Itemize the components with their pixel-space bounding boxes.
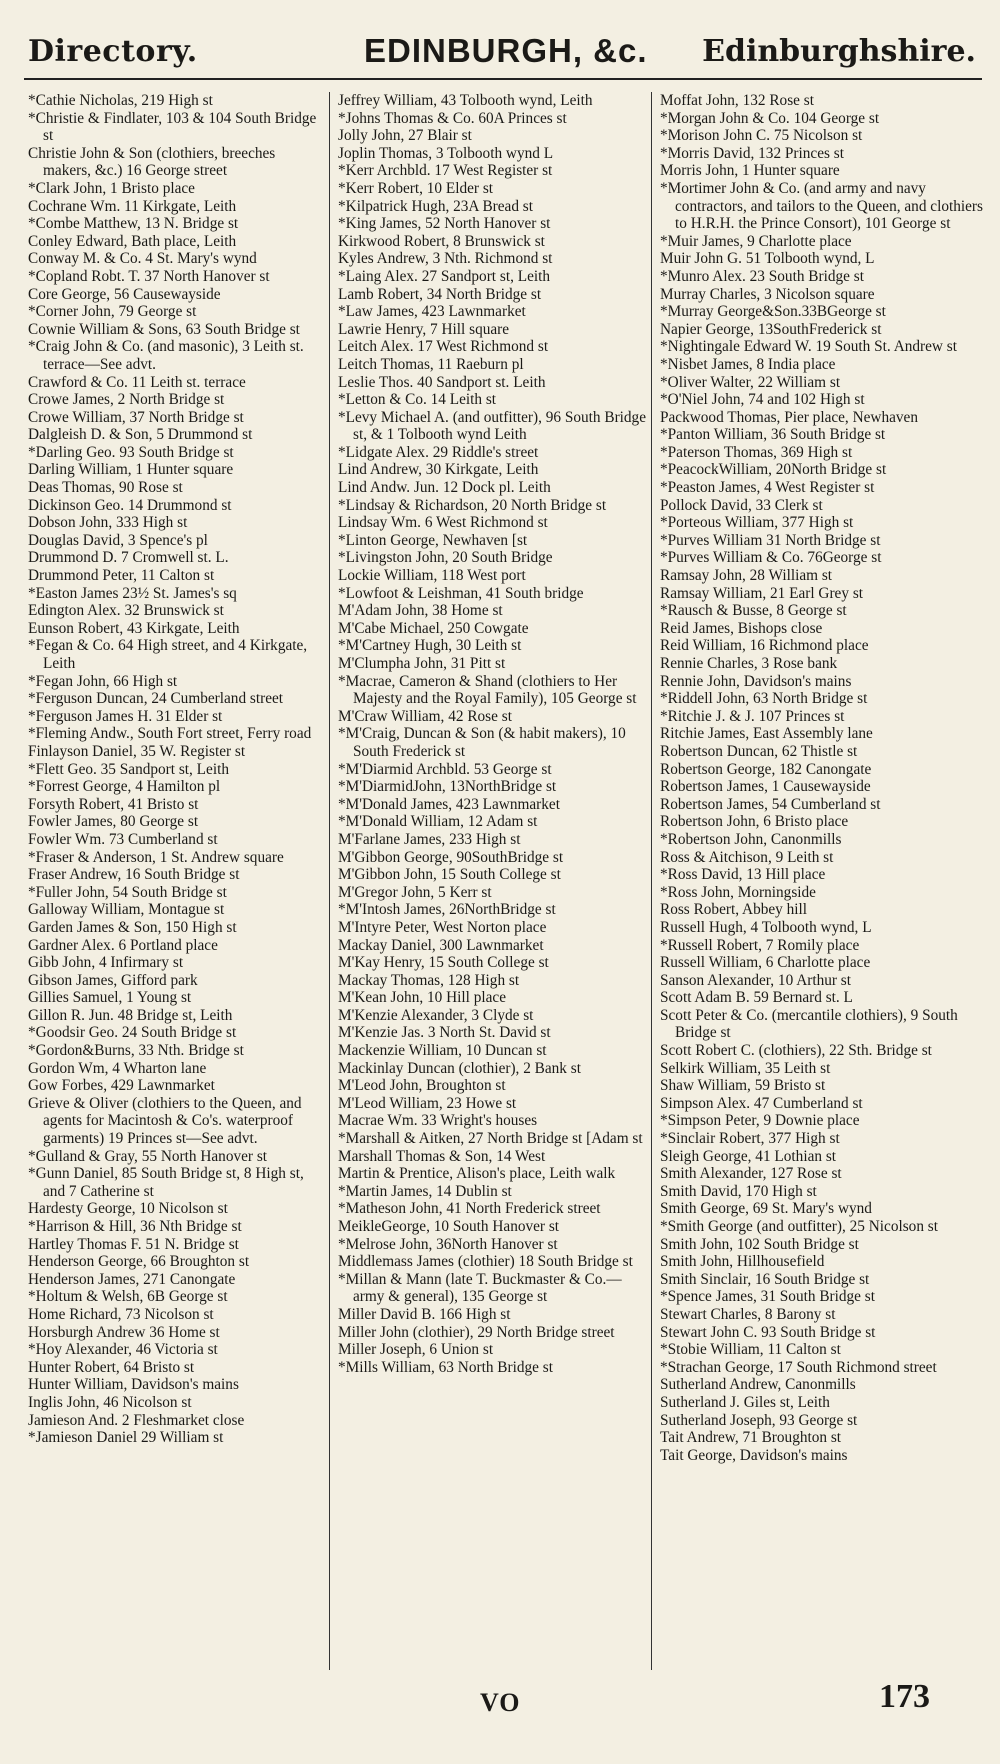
- directory-entry: *M'Donald James, 423 Lawnmarket: [338, 795, 560, 813]
- directory-entry: Lind Andrew, 30 Kirkgate, Leith: [338, 461, 539, 479]
- directory-entry: Kyles Andrew, 3 Nth. Richmond st: [338, 250, 553, 268]
- directory-entry: *Ross John, Morningside: [660, 883, 816, 901]
- directory-entry: *Morison John C. 75 Nicolson st: [660, 127, 863, 145]
- page-footer: [24, 1676, 982, 1736]
- directory-entry: M'Gibbon John, 15 South College st: [338, 866, 561, 884]
- directory-entry: Robertson James, 1 Causewayside: [660, 778, 871, 796]
- directory-entry: *O'Niel John, 74 and 102 High st: [660, 391, 865, 409]
- directory-entry: Lamb Robert, 34 North Bridge st: [338, 285, 542, 303]
- directory-entry: Stewart Charles, 8 Barony st: [660, 1305, 836, 1323]
- directory-entry: Smith Sinclair, 16 South Bridge st: [660, 1270, 870, 1288]
- directory-entry: Gow Forbes, 429 Lawnmarket: [28, 1077, 215, 1095]
- directory-entry: Finlayson Daniel, 35 W. Register st: [28, 742, 246, 760]
- directory-entry: Conway M. & Co. 4 St. Mary's wynd: [28, 250, 257, 268]
- directory-entry: M'Clumpha John, 31 Pitt st: [338, 655, 506, 672]
- directory-entry: Smith Alexander, 127 Rose st: [660, 1165, 842, 1183]
- directory-entry: *Laing Alex. 27 Sandport st, Leith: [338, 267, 551, 285]
- directory-entry: *Martin James, 14 Dublin st: [338, 1182, 512, 1200]
- directory-entry: Sutherland Joseph, 93 George st: [660, 1411, 858, 1429]
- directory-entry: Hunter Robert, 64 Bristo st: [28, 1358, 195, 1376]
- directory-entry: *Ross David, 13 Hill place: [660, 866, 826, 884]
- directory-entry: Moffat John, 132 Rose st: [660, 92, 814, 109]
- directory-entry: Russell Hugh, 4 Tolbooth wynd, L: [660, 918, 872, 936]
- directory-entry: Ritchie James, East Assembly lane: [660, 725, 873, 743]
- directory-entry: Ross & Aitchison, 9 Leith st: [660, 848, 834, 866]
- directory-entry: Sanson Alexander, 10 Arthur st: [660, 971, 852, 989]
- directory-entry: *Letton & Co. 14 Leith st: [338, 391, 497, 409]
- directory-entry: Sutherland Andrew, Canonmills: [660, 1376, 856, 1394]
- directory-entry: Ross Robert, Abbey hill: [660, 901, 808, 919]
- directory-entry: *Macrae, Cameron & Shand (clothiers to Her Majesty and the Royal Family), 105 George st: [338, 672, 637, 708]
- directory-entry: *M'Diarmid Archbld. 53 George st: [338, 760, 552, 778]
- directory-entry: MeikleGeorge, 10 South Hanover st: [338, 1218, 560, 1235]
- directory-entry: M'Kay Henry, 15 South College st: [338, 954, 549, 972]
- directory-entry: *Easton James 23½ St. James's sq: [28, 584, 237, 602]
- directory-entry: Grieve & Oliver (clothiers to the Queen, and agents for Macintosh & Co's. waterproof garments) 19 Princes st—See advt.: [28, 1094, 302, 1148]
- directory-entry: Joplin Thomas, 3 Tolbooth wynd L: [338, 144, 554, 162]
- directory-entry: *M'Cartney Hugh, 30 Leith st: [338, 637, 522, 655]
- column-2: [334, 92, 647, 1670]
- page-number: 173: [879, 1678, 930, 1715]
- directory-entry: *Paterson Thomas, 369 High st: [660, 443, 853, 461]
- directory-entry: Pollock David, 33 Clerk st: [660, 496, 823, 514]
- directory-entry: Fowler Wm. 73 Cumberland st: [28, 830, 218, 848]
- column-divider: [651, 92, 652, 1670]
- directory-entry: Martin & Prentice, Alison's place, Leith walk: [338, 1165, 616, 1183]
- directory-entry: Robertson George, 182 Canongate: [660, 760, 872, 778]
- directory-entry: *Russell Robert, 7 Romily place: [660, 936, 860, 954]
- directory-entry: *Linton George, Newhaven [st: [338, 531, 528, 549]
- directory-entry: Smith George, 69 St. Mary's wynd: [660, 1200, 872, 1218]
- directory-entry: Sutherland J. Giles st, Leith: [660, 1393, 830, 1411]
- directory-entry: Inglis John, 46 Nicolson st: [28, 1393, 192, 1411]
- directory-entry: Rennie John, Davidson's mains: [660, 672, 852, 690]
- directory-entry: Robertson James, 54 Cumberland st: [660, 795, 881, 813]
- directory-entry: *Smith George (and outfitter), 25 Nicolson st: [660, 1218, 938, 1235]
- directory-entry: Dickinson Geo. 14 Drummond st: [28, 496, 232, 514]
- directory-entry: Conley Edward, Bath place, Leith: [28, 232, 237, 250]
- directory-entry: Marshall Thomas & Son, 14 West: [338, 1147, 546, 1165]
- directory-entry: *Stobie William, 11 Calton st: [660, 1341, 841, 1359]
- directory-entry: Scott Adam B. 59 Bernard st. L: [660, 989, 853, 1007]
- directory-entry: Scott Peter & Co. (mercantile clothiers), 9 South Bridge st: [660, 1006, 958, 1042]
- directory-entry: Simpson Alex. 47 Cumberland st: [660, 1094, 863, 1112]
- directory-entry: *Levy Michael A. (and outfitter), 96 South Bridge st, & 1 Tolbooth wynd Leith: [338, 408, 646, 444]
- directory-entry: *Craig John & Co. (and masonic), 3 Leith st. terrace—See advt.: [28, 338, 304, 373]
- directory-entry: *Rausch & Busse, 8 George st: [660, 602, 847, 620]
- directory-entry: Napier George, 13SouthFrederick st: [660, 320, 882, 338]
- directory-entry: Jolly John, 27 Blair st: [338, 127, 472, 145]
- directory-entry: M'Craw William, 42 Rose st: [338, 707, 512, 725]
- directory-entry: Crowe James, 2 North Bridge st: [28, 391, 225, 409]
- directory-entry: *Corner John, 79 George st: [28, 303, 197, 321]
- directory-entry: Douglas David, 3 Spence's pl: [28, 531, 208, 549]
- directory-entry: Mackenzie William, 10 Duncan st: [338, 1042, 547, 1060]
- directory-entry: *Copland Robt. T. 37 North Hanover st: [28, 267, 270, 285]
- directory-entry: Smith John, Hillhousefield: [660, 1253, 825, 1271]
- directory-entry: Mackay Daniel, 300 Lawnmarket: [338, 936, 544, 954]
- directory-entry: *Darling Geo. 93 South Bridge st: [28, 443, 234, 461]
- directory-entry: *Fraser & Anderson, 1 St. Andrew square: [28, 848, 284, 866]
- directory-entry: *Muir James, 9 Charlotte place: [660, 232, 852, 250]
- directory-entry: Morris John, 1 Hunter square: [660, 162, 840, 180]
- directory-entry: Robertson John, 6 Bristo place: [660, 813, 849, 831]
- directory-entry: Dalgleish D. & Son, 5 Drummond st: [28, 426, 253, 444]
- directory-entry: *Oliver Walter, 22 William st: [660, 373, 841, 391]
- directory-entry: Fowler James, 80 George st: [28, 813, 199, 831]
- directory-entry: Jeffrey William, 43 Tolbooth wynd, Leith: [338, 92, 593, 109]
- directory-entry: Deas Thomas, 90 Rose st: [28, 479, 183, 497]
- directory-entry: Jamieson And. 2 Fleshmarket close: [28, 1411, 245, 1429]
- directory-entry: *Kerr Archbld. 17 West Register st: [338, 162, 553, 180]
- directory-entry: M'Kean John, 10 Hill place: [338, 989, 507, 1007]
- directory-entry: *Riddell John, 63 North Bridge st: [660, 690, 868, 708]
- directory-entry: Home Richard, 73 Nicolson st: [28, 1305, 214, 1323]
- directory-entry: Gardner Alex. 6 Portland place: [28, 936, 218, 954]
- directory-entry: Garden James & Son, 150 High st: [28, 918, 237, 936]
- running-header: [24, 26, 982, 80]
- directory-entry: *Lidgate Alex. 29 Riddle's street: [338, 443, 539, 461]
- directory-entry: Leitch Thomas, 11 Raeburn pl: [338, 355, 524, 373]
- directory-entry: Gordon Wm, 4 Wharton lane: [28, 1059, 207, 1077]
- directory-entry: *Nightingale Edward W. 19 South St. Andrew st: [660, 338, 958, 356]
- directory-entry: *M'Craig, Duncan & Son (& habit makers), 10 South Frederick st: [338, 725, 626, 760]
- directory-entry: Macrae Wm. 33 Wright's houses: [338, 1112, 538, 1130]
- directory-entry: Cownie William & Sons, 63 South Bridge st: [28, 320, 300, 338]
- directory-entry: *Nisbet James, 8 India place: [660, 355, 836, 373]
- directory-entry: Crawford & Co. 11 Leith st. terrace: [28, 373, 246, 391]
- directory-entry: M'Farlane James, 233 High st: [338, 830, 521, 848]
- directory-entry: *Morris David, 132 Princes st: [660, 144, 844, 162]
- directory-entry: Muir John G. 51 Tolbooth wynd, L: [660, 250, 875, 268]
- directory-entry: Lindsay Wm. 6 West Richmond st: [338, 514, 548, 532]
- directory-entry: M'Leod John, Broughton st: [338, 1077, 506, 1095]
- directory-entry: *Mortimer John & Co. (and army and navy contractors, and tailors to the Queen, and clothiers to H.R.H. the Prince Consort), 101 George st: [660, 179, 983, 233]
- directory-entry: Miller Joseph, 6 Union st: [338, 1341, 494, 1359]
- directory-entry: Mackay Thomas, 128 High st: [338, 971, 520, 989]
- directory-entry: *Mills William, 63 North Bridge st: [338, 1358, 553, 1376]
- directory-entry: Lind Andw. Jun. 12 Dock pl. Leith: [338, 479, 551, 497]
- directory-entry: Kirkwood Robert, 8 Brunswick st: [338, 232, 545, 250]
- directory-entry: Miller John (clothier), 29 North Bridge street: [338, 1323, 615, 1341]
- directory-entry: *Goodsir Geo. 24 South Bridge st: [28, 1024, 237, 1042]
- directory-entry: Henderson James, 271 Canongate: [28, 1270, 236, 1288]
- directory-entry: M'Cabe Michael, 250 Cowgate: [338, 619, 529, 637]
- directory-entry: *Spence James, 31 South Bridge st: [660, 1288, 875, 1306]
- entry-list-3: [656, 92, 984, 1464]
- directory-entry: Eunson Robert, 43 Kirkgate, Leith: [28, 619, 240, 637]
- directory-entry: Hartley Thomas F. 51 N. Bridge st: [28, 1235, 239, 1253]
- entry-list-2: [334, 92, 647, 1376]
- directory-entry: M'Gregor John, 5 Kerr st: [338, 883, 492, 901]
- directory-entry: *Lowfoot & Leishman, 41 South bridge: [338, 584, 584, 602]
- directory-entry: Lockie William, 118 West port: [338, 567, 526, 585]
- directory-entry: Lawrie Henry, 7 Hill square: [338, 320, 510, 338]
- directory-entry: Gillon R. Jun. 48 Bridge st, Leith: [28, 1006, 233, 1024]
- directory-entry: *Simpson Peter, 9 Downie place: [660, 1112, 860, 1130]
- directory-entry: Gibson James, Gifford park: [28, 971, 198, 989]
- directory-entry: *Christie & Findlater, 103 & 104 South Bridge st: [28, 109, 317, 145]
- directory-entry: *Robertson John, Canonmills: [660, 830, 842, 848]
- directory-entry: *Munro Alex. 23 South Bridge st: [660, 267, 864, 285]
- directory-entry: *Law James, 423 Lawnmarket: [338, 303, 526, 321]
- directory-entry: Ramsay William, 21 Earl Grey st: [660, 584, 864, 602]
- directory-entry: Horsburgh Andrew 36 Home st: [28, 1323, 220, 1341]
- directory-entry: Tait Andrew, 71 Broughton st: [660, 1429, 842, 1447]
- directory-entry: Darling William, 1 Hunter square: [28, 461, 234, 479]
- directory-entry: *Marshall & Aitken, 27 North Bridge st [Adam st: [338, 1130, 643, 1148]
- directory-entry: *Harrison & Hill, 36 Nth Bridge st: [28, 1218, 242, 1235]
- directory-entry: Gibb John, 4 Infirmary st: [28, 954, 184, 972]
- directory-entry: *Sinclair Robert, 377 High st: [660, 1130, 840, 1148]
- directory-entry: Shaw William, 59 Bristo st: [660, 1077, 826, 1095]
- directory-entry: *Clark John, 1 Bristo place: [28, 179, 195, 197]
- directory-entry: Leitch Alex. 17 West Richmond st: [338, 338, 549, 356]
- directory-entry: *M'DiarmidJohn, 13NorthBridge st: [338, 778, 557, 796]
- directory-entry: Middlemass James (clothier) 18 South Bridge st: [338, 1253, 633, 1271]
- column-3: [656, 92, 984, 1670]
- directory-entry: Smith John, 102 South Bridge st: [660, 1235, 859, 1253]
- directory-entry: *Fegan & Co. 64 High street, and 4 Kirkgate, Leith: [28, 637, 308, 672]
- directory-entry: M'Adam John, 38 Home st: [338, 602, 503, 620]
- directory-entry: *Jamieson Daniel 29 William st: [28, 1429, 224, 1447]
- directory-entry: *Flett Geo. 35 Sandport st, Leith: [28, 760, 229, 778]
- directory-entry: *Holtum & Welsh, 6B George st: [28, 1288, 228, 1306]
- directory-entry: *Purves William & Co. 76George st: [660, 549, 882, 567]
- directory-entry: Leslie Thos. 40 Sandport st. Leith: [338, 373, 546, 391]
- directory-entry: Sleigh George, 41 Lothian st: [660, 1147, 837, 1165]
- directory-entry: Murray Charles, 3 Nicolson square: [660, 285, 875, 303]
- directory-entry: Reid James, Bishops close: [660, 619, 823, 637]
- directory-entry: *Panton William, 36 South Bridge st: [660, 426, 886, 444]
- directory-entry: *Ritchie J. & J. 107 Princes st: [660, 707, 845, 725]
- directory-entry: Core George, 56 Causewayside: [28, 285, 221, 303]
- directory-entry: *Millan & Mann (late T. Buckmaster & Co.—army & general), 135 George st: [338, 1270, 622, 1306]
- directory-entry: *Livingston John, 20 South Bridge: [338, 549, 553, 567]
- signature-mark: VO: [480, 1688, 521, 1717]
- directory-entry: *Fuller John, 54 South Bridge st: [28, 883, 227, 901]
- directory-entry: Edington Alex. 32 Brunswick st: [28, 602, 224, 620]
- directory-entry: Crowe William, 37 North Bridge st: [28, 408, 244, 426]
- directory-entry: Mackinlay Duncan (clothier), 2 Bank st: [338, 1059, 581, 1077]
- directory-entry: Fraser Andrew, 16 South Bridge st: [28, 866, 240, 884]
- directory-entry: Henderson George, 66 Broughton st: [28, 1253, 250, 1271]
- directory-entry: *M'Donald William, 12 Adam st: [338, 813, 538, 831]
- directory-entry: *Kilpatrick Hugh, 23A Bread st: [338, 197, 534, 215]
- directory-entry: Tait George, Davidson's mains: [660, 1446, 848, 1464]
- directory-entry: *Hoy Alexander, 46 Victoria st: [28, 1341, 218, 1359]
- directory-entry: Gillies Samuel, 1 Young st: [28, 989, 192, 1007]
- directory-entry: Packwood Thomas, Pier place, Newhaven: [660, 408, 918, 426]
- directory-entry: Forsyth Robert, 41 Bristo st: [28, 795, 199, 813]
- header-left-title: Directory.: [28, 34, 198, 69]
- directory-entry: *M'Intosh James, 26NorthBridge st: [338, 901, 556, 919]
- directory-entry: Smith David, 170 High st: [660, 1182, 817, 1200]
- directory-entry: Selkirk William, 35 Leith st: [660, 1059, 831, 1077]
- directory-entry: Hardesty George, 10 Nicolson st: [28, 1200, 228, 1218]
- entry-list-1: [24, 92, 324, 1447]
- directory-entry: Dobson John, 333 High st: [28, 514, 188, 532]
- directory-entry: *Kerr Robert, 10 Elder st: [338, 179, 494, 197]
- directory-entry: *Combe Matthew, 13 N. Bridge st: [28, 215, 239, 233]
- directory-entry: *Melrose John, 36North Hanover st: [338, 1235, 558, 1253]
- directory-entry: Miller David B. 166 High st: [338, 1305, 511, 1323]
- directory-entry: *Fleming Andw., South Fort street, Ferry road: [28, 725, 312, 743]
- directory-entry: *Johns Thomas & Co. 60A Princes st: [338, 109, 567, 127]
- directory-entry: *Fegan John, 66 High st: [28, 672, 178, 690]
- directory-entry: *Purves William 31 North Bridge st: [660, 531, 881, 549]
- directory-entry: *Matheson John, 41 North Frederick street: [338, 1200, 601, 1218]
- header-right-title: Edinburghshire.: [702, 34, 976, 69]
- directory-entry: *Cathie Nicholas, 219 High st: [28, 92, 213, 109]
- directory-entry: Drummond D. 7 Cromwell st. L.: [28, 549, 229, 567]
- directory-entry: M'Leod William, 23 Howe st: [338, 1094, 517, 1112]
- directory-entry: Drummond Peter, 11 Calton st: [28, 567, 215, 585]
- directory-entry: M'Kenzie Jas. 3 North St. David st: [338, 1024, 551, 1042]
- header-center-title: EDINBURGH, &c.: [364, 32, 648, 69]
- directory-entry: Scott Robert C. (clothiers), 22 Sth. Bridge st: [660, 1042, 932, 1060]
- directory-entry: M'Intyre Peter, West Norton place: [338, 918, 547, 936]
- directory-entry: *Morgan John & Co. 104 George st: [660, 109, 880, 127]
- column-1: [24, 92, 324, 1670]
- directory-entry: *Porteous William, 377 High st: [660, 514, 854, 532]
- directory-entry: *Gordon&Burns, 33 Nth. Bridge st: [28, 1042, 244, 1060]
- directory-entry: Christie John & Son (clothiers, breeches makers, &c.) 16 George street: [28, 144, 276, 180]
- directory-entry: *Murray George&Son.33BGeorge st: [660, 303, 886, 321]
- directory-entry: *PeacockWilliam, 20North Bridge st: [660, 461, 887, 479]
- directory-entry: *Strachan George, 17 South Richmond street: [660, 1358, 937, 1376]
- directory-entry: Reid William, 16 Richmond place: [660, 637, 869, 655]
- directory-entry: Ramsay John, 28 William st: [660, 567, 833, 585]
- directory-entry: *King James, 52 North Hanover st: [338, 215, 551, 233]
- directory-entry: *Peaston James, 4 West Register st: [660, 479, 875, 497]
- directory-entry: *Forrest George, 4 Hamilton pl: [28, 778, 221, 796]
- directory-entry: Hunter William, Davidson's mains: [28, 1376, 239, 1394]
- directory-entry: Stewart John C. 93 South Bridge st: [660, 1323, 876, 1341]
- directory-columns: [24, 92, 982, 1670]
- directory-entry: Cochrane Wm. 11 Kirkgate, Leith: [28, 197, 237, 215]
- directory-entry: *Ferguson James H. 31 Elder st: [28, 707, 223, 725]
- directory-entry: Galloway William, Montague st: [28, 901, 225, 919]
- column-divider: [329, 92, 330, 1670]
- directory-entry: M'Kenzie Alexander, 3 Clyde st: [338, 1006, 534, 1024]
- directory-entry: *Ferguson Duncan, 24 Cumberland street: [28, 690, 284, 708]
- directory-entry: M'Gibbon George, 90SouthBridge st: [338, 848, 564, 866]
- directory-entry: *Gunn Daniel, 85 South Bridge st, 8 High st, and 7 Catherine st: [28, 1165, 304, 1200]
- directory-entry: *Gulland & Gray, 55 North Hanover st: [28, 1147, 268, 1165]
- directory-entry: Russell William, 6 Charlotte place: [660, 954, 871, 972]
- directory-entry: Robertson Duncan, 62 Thistle st: [660, 742, 858, 760]
- directory-entry: *Lindsay & Richardson, 20 North Bridge st: [338, 496, 607, 514]
- directory-entry: Rennie Charles, 3 Rose bank: [660, 655, 838, 672]
